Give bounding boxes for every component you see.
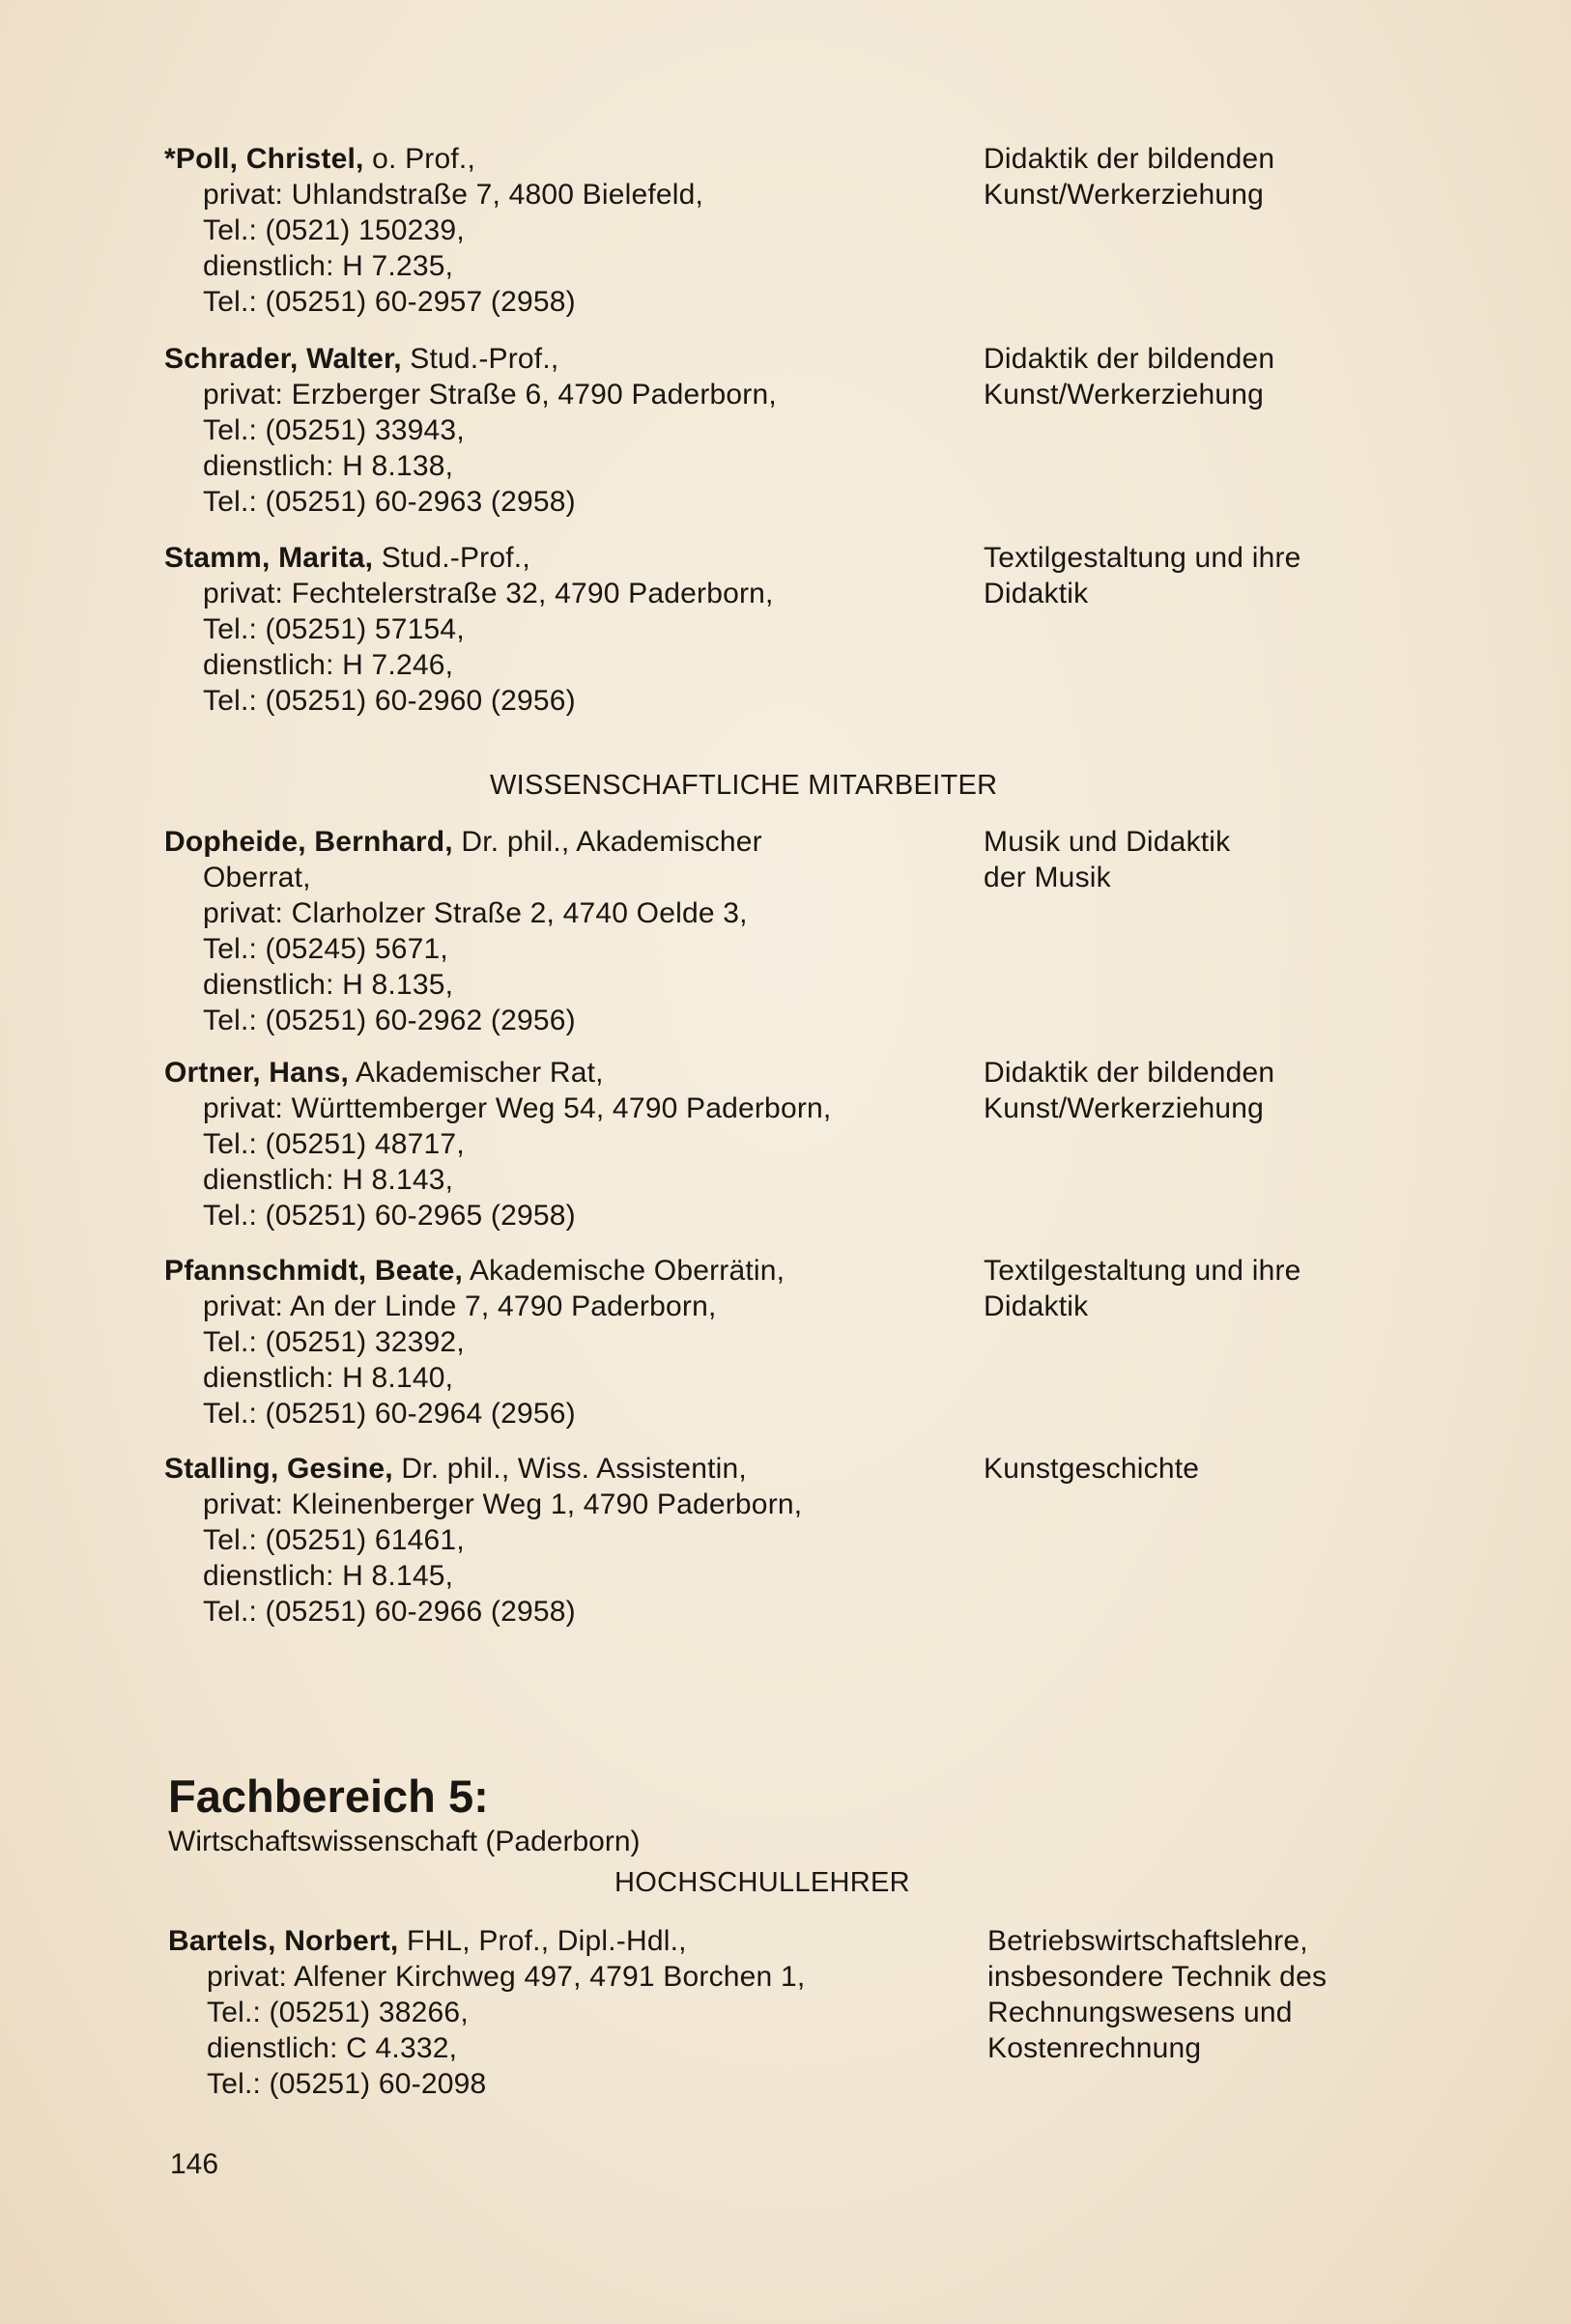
office-line: dienstlich: C 4.332,: [207, 2032, 458, 2064]
person-name-line: [164, 341, 995, 377]
person-title: o. Prof.,: [363, 143, 475, 175]
person-details: [164, 1055, 995, 1233]
office-line: dienstlich: H 8.143,: [203, 1164, 454, 1196]
section-subtitle: Wirtschaftswissenschaft (Paderborn): [168, 1826, 641, 1857]
subject-line: Kunst/Werkerziehung: [984, 179, 1265, 211]
office-line: dienstlich: H 8.145,: [203, 1560, 454, 1592]
subject-line: Kunst/Werkerziehung: [984, 379, 1265, 411]
subject-area: [984, 1253, 1428, 1324]
person-name-line: [164, 1253, 995, 1289]
person-name: Pfannschmidt, Beate,: [164, 1255, 464, 1287]
subject-area: [984, 141, 1428, 213]
subject-line: Textilgestaltung und ihre: [984, 542, 1301, 574]
office-phone-line: Tel.: (05251) 60-2957 (2958): [203, 286, 576, 318]
subject-area: [984, 1055, 1428, 1126]
address-line: privat: Clarholzer Straße 2, 4740 Oelde 3,: [203, 897, 748, 929]
office-line: dienstlich: H 7.246,: [203, 649, 454, 681]
phone-line: Tel.: (0521) 150239,: [203, 214, 465, 246]
subject-line: Kostenrechnung: [987, 2032, 1202, 2064]
person-details: [164, 1451, 995, 1630]
subject-line: Didaktik: [984, 1290, 1089, 1322]
person-details: [164, 341, 995, 520]
person-name: Stalling, Gesine,: [164, 1453, 393, 1485]
person-name-line: [164, 1451, 995, 1487]
office-line: dienstlich: H 8.140,: [203, 1362, 454, 1394]
subject-area: [984, 341, 1428, 412]
office-phone-line: Tel.: (05251) 60-2960 (2956): [203, 685, 576, 717]
subject-line: Betriebswirtschaftslehre,: [987, 1925, 1308, 1957]
person-name: Ortner, Hans,: [164, 1057, 349, 1089]
section-title: Fachbereich 5:: [168, 1771, 489, 1822]
phone-line: Tel.: (05251) 61461,: [203, 1524, 465, 1556]
phone-line: Tel.: (05251) 48717,: [203, 1128, 465, 1160]
person-name: Schrader, Walter,: [164, 343, 402, 375]
person-name-line: [164, 540, 995, 576]
office-phone-line: Tel.: (05251) 60-2963 (2958): [203, 486, 576, 518]
person-name-line: [164, 824, 995, 860]
office-phone-line: Tel.: (05251) 60-2098: [207, 2068, 487, 2100]
address-line: privat: Uhlandstraße 7, 4800 Bielefeld,: [203, 179, 704, 211]
person-details: [164, 141, 995, 320]
address-line: privat: Alfener Kirchweg 497, 4791 Borchen 1,: [207, 1961, 806, 1993]
person-title: Dr. phil., Akademischer: [452, 826, 762, 858]
phone-line: Tel.: (05251) 38266,: [207, 1997, 469, 2028]
person-details: [164, 824, 995, 1038]
office-line: dienstlich: H 8.135,: [203, 969, 454, 1001]
person-details: [164, 1253, 995, 1431]
address-line: privat: Erzberger Straße 6, 4790 Paderborn,: [203, 379, 777, 411]
subject-line: Didaktik: [984, 578, 1089, 609]
person-name-line: [164, 1055, 995, 1091]
office-phone-line: Tel.: (05251) 60-2962 (2956): [203, 1005, 576, 1036]
subject-line: der Musik: [984, 862, 1111, 893]
subject-area: [984, 1451, 1428, 1487]
address-line: privat: Fechtelerstraße 32, 4790 Paderborn,: [203, 578, 774, 609]
person-name: Dopheide, Bernhard,: [164, 826, 453, 858]
person-name-line: [168, 1923, 999, 1959]
person-title: Akademischer Rat,: [349, 1057, 604, 1089]
phone-line: Tel.: (05251) 32392,: [203, 1326, 465, 1358]
subject-area: [987, 1923, 1432, 2066]
subject-line: Didaktik der bildenden: [984, 1057, 1275, 1089]
staff-heading: WISSENSCHAFTLICHE MITARBEITER: [490, 770, 998, 801]
office-phone-line: Tel.: (05251) 60-2965 (2958): [203, 1200, 576, 1232]
page-number: 146: [170, 2148, 219, 2180]
subject-line: Textilgestaltung und ihre: [984, 1255, 1301, 1287]
person-name: Stamm, Marita,: [164, 542, 374, 574]
rank-line: Oberrat,: [203, 862, 311, 893]
person-title: Akademische Oberrätin,: [463, 1255, 786, 1287]
office-phone-line: Tel.: (05251) 60-2966 (2958): [203, 1596, 576, 1628]
subject-line: Didaktik der bildenden: [984, 343, 1275, 375]
phone-line: Tel.: (05251) 33943,: [203, 414, 465, 446]
office-phone-line: Tel.: (05251) 60-2964 (2956): [203, 1398, 576, 1430]
subject-area: [984, 540, 1428, 611]
faculty-heading: HOCHSCHULLEHRER: [614, 1867, 910, 1898]
person-title: Stud.-Prof.,: [373, 542, 530, 574]
person-name-line: [164, 141, 995, 177]
subject-line: Kunstgeschichte: [984, 1453, 1200, 1485]
subject-line: Musik und Didaktik: [984, 826, 1231, 858]
address-line: privat: Württemberger Weg 54, 4790 Paderborn,: [203, 1092, 832, 1124]
office-line: dienstlich: H 8.138,: [203, 450, 454, 482]
subject-line: insbesondere Technik des: [987, 1961, 1328, 1993]
subject-line: Didaktik der bildenden: [984, 143, 1275, 175]
person-name: *Poll, Christel,: [164, 143, 364, 175]
person-details: [168, 1923, 999, 2102]
person-title: Stud.-Prof.,: [401, 343, 559, 375]
subject-line: Rechnungswesens und: [987, 1997, 1293, 2028]
person-title: FHL, Prof., Dipl.-Hdl.,: [398, 1925, 687, 1957]
person-details: [164, 540, 995, 719]
office-line: dienstlich: H 7.235,: [203, 250, 454, 282]
subject-area: [984, 824, 1428, 895]
subject-line: Kunst/Werkerziehung: [984, 1092, 1265, 1124]
person-name: Bartels, Norbert,: [168, 1925, 399, 1957]
address-line: privat: Kleinenberger Weg 1, 4790 Paderborn,: [203, 1488, 803, 1520]
phone-line: Tel.: (05251) 57154,: [203, 613, 465, 645]
person-title: Dr. phil., Wiss. Assistentin,: [392, 1453, 747, 1485]
phone-line: Tel.: (05245) 5671,: [203, 933, 448, 965]
address-line: privat: An der Linde 7, 4790 Paderborn,: [203, 1290, 717, 1322]
